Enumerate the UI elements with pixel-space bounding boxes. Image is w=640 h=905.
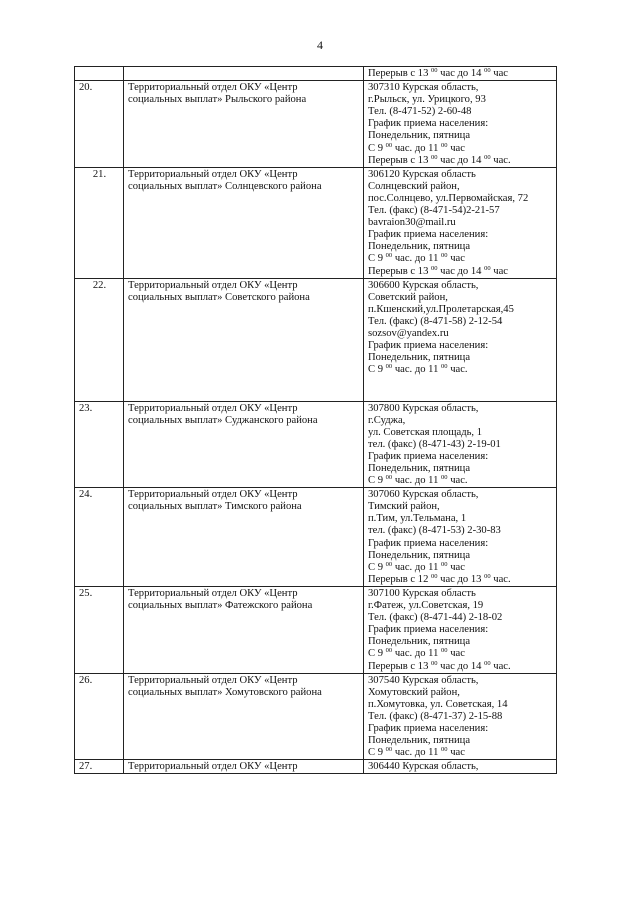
minutes-superscript: 00: [385, 560, 393, 568]
contact-text: Перерыв с 13: [368, 660, 432, 672]
row-number: 21.: [75, 167, 124, 278]
table-row: [75, 760, 557, 774]
office-name-line: социальных выплат» Хомутовского района: [128, 686, 322, 698]
office-name: [124, 81, 364, 168]
contact-text: Понедельник, пятница: [368, 735, 471, 747]
contact-line: [368, 143, 553, 155]
contact-text: Перерыв с 13: [368, 68, 432, 79]
office-name: [124, 167, 364, 278]
contact-text: час до 14: [437, 68, 485, 79]
contact-text: С 9: [368, 561, 386, 573]
contact-line: [368, 155, 553, 167]
contact-line: [368, 600, 553, 612]
contact-text: sozsov@yandex.ru: [368, 327, 449, 339]
contact-line: [368, 169, 553, 181]
contact-text: 306120 Курская область: [368, 168, 476, 180]
contact-line: [368, 624, 553, 636]
contact-text: час.: [447, 364, 468, 376]
contact-text: Понедельник, пятница: [368, 463, 471, 474]
contact-text: График приема населения:: [368, 340, 489, 352]
offices-table-body: [75, 67, 557, 774]
contact-line: [368, 513, 553, 525]
contact-text: Понедельник, пятница: [368, 241, 471, 253]
minutes-superscript: 00: [431, 659, 438, 667]
contact-text: С 9: [368, 475, 386, 487]
contact-text: п.Хомутовка, ул. Советская, 14: [368, 698, 508, 710]
contact-line: [368, 735, 553, 747]
contact-text: час. до 11: [392, 561, 442, 573]
table-row: [75, 67, 557, 81]
contact-line: [368, 661, 553, 673]
office-name-line: социальных выплат» Советского района: [128, 291, 310, 303]
contact-line: [368, 193, 553, 205]
contact-line: [368, 747, 553, 759]
office-name: [124, 760, 364, 774]
contact-text: час до 14: [437, 154, 485, 166]
contact-line: [368, 501, 553, 513]
row-number: 26.: [75, 673, 124, 760]
contact-text: Перерыв с 12: [368, 573, 432, 585]
contact-text: Понедельник, пятница: [368, 636, 471, 648]
minutes-superscript: 00: [484, 659, 491, 667]
contact-text: График приема населения:: [368, 537, 489, 549]
contact-text: п.Тим, ул.Тельмана, 1: [368, 513, 467, 525]
minutes-superscript: 00: [441, 474, 448, 482]
contact-text: час: [447, 253, 465, 265]
contact-text: п.Кшенский,ул.Пролетарская,45: [368, 303, 514, 315]
contact-text: час: [490, 68, 509, 79]
contact-line: [368, 376, 553, 388]
contact-text: Перерыв с 13: [368, 154, 432, 166]
contact-text: час. до 11: [392, 142, 442, 154]
contact-text: Понедельник, пятница: [368, 130, 471, 142]
minutes-superscript: 00: [431, 153, 438, 161]
contact-line: [368, 687, 553, 699]
contact-text: Солнцевский район,: [368, 180, 460, 192]
contact-line: [368, 304, 553, 316]
contact-text: 307800 Курская область,: [368, 402, 479, 414]
row-number: 24.: [75, 488, 124, 587]
office-name-line: социальных выплат» Рыльского района: [128, 94, 307, 106]
contact-line: [368, 463, 553, 475]
minutes-superscript: 00: [385, 252, 393, 260]
contact-text: Тимский район,: [368, 501, 440, 513]
office-name-line: Территориальный отдел ОКУ «Центр: [128, 761, 298, 773]
table-row: [75, 488, 557, 587]
office-name-line: Территориальный отдел ОКУ «Центр: [128, 279, 298, 291]
minutes-superscript: 00: [441, 141, 448, 149]
contact-line: [368, 525, 553, 537]
office-name: [124, 673, 364, 760]
contact-line: [368, 636, 553, 648]
contact-line: [368, 475, 553, 487]
office-name: [124, 488, 364, 587]
office-name-line: социальных выплат» Тимского района: [128, 501, 302, 513]
contact-text: График приема населения:: [368, 450, 489, 462]
office-name-line: Территориальный отдел ОКУ «Центр: [128, 168, 298, 180]
contact-line: [368, 612, 553, 624]
contact-text: час: [447, 561, 465, 573]
minutes-superscript: 00: [385, 141, 393, 149]
contact-line: [368, 94, 553, 106]
contact-text: час. до 11: [392, 364, 442, 376]
contact-text: час. до 11: [392, 475, 442, 487]
contact-line: [368, 364, 553, 376]
office-contacts: [364, 67, 557, 81]
contact-text: С 9: [368, 142, 386, 154]
contact-text: ул. Советская площадь, 1: [368, 426, 483, 438]
contact-text: Хомутовский район,: [368, 686, 460, 698]
contact-line: [368, 574, 553, 586]
contact-line: [368, 229, 553, 241]
contact-line: [368, 588, 553, 600]
contact-text: Понедельник, пятница: [368, 352, 471, 364]
contact-line: [368, 761, 553, 773]
minutes-superscript: 00: [431, 572, 438, 580]
contact-line: [368, 118, 553, 130]
minutes-superscript: 00: [385, 746, 393, 754]
office-name-line: социальных выплат» Суджанского района: [128, 414, 318, 426]
page-number: 4: [317, 38, 323, 52]
contact-line: [368, 403, 553, 415]
contact-line: [368, 106, 553, 118]
contact-text: 307540 Курская область,: [368, 674, 479, 686]
table-row: [75, 167, 557, 278]
contact-text: Тел. (факс) (8-471-58) 2-12-54: [368, 315, 503, 327]
office-name-line: социальных выплат» Солнцевского района: [128, 180, 322, 192]
contact-text: График приема населения:: [368, 624, 489, 636]
contact-text: тел. (факс) (8-471-43) 2-19-01: [368, 438, 501, 450]
contact-text: пос.Солнцево, ул.Первомайская, 72: [368, 192, 529, 204]
contact-text: тел. (факс) (8-471-53) 2-30-83: [368, 525, 501, 537]
office-contacts: [364, 586, 557, 673]
contact-line: [368, 328, 553, 340]
contact-line: [368, 427, 553, 439]
office-contacts: [364, 81, 557, 168]
contact-text: час. до 11: [392, 747, 442, 759]
minutes-superscript: 00: [484, 264, 491, 272]
office-contacts: [364, 278, 557, 401]
row-number: 20.: [75, 81, 124, 168]
contact-line: [368, 68, 553, 80]
office-contacts: [364, 760, 557, 774]
minutes-superscript: 00: [484, 572, 491, 580]
office-name-line: Территориальный отдел ОКУ «Центр: [128, 82, 298, 94]
office-name: [124, 278, 364, 401]
table-row: [75, 81, 557, 168]
contact-line: [368, 130, 553, 142]
contact-text: Советский район,: [368, 291, 448, 303]
contact-text: час: [490, 265, 509, 277]
row-number: 22.: [75, 278, 124, 401]
contact-text: Перерыв с 13: [368, 265, 432, 277]
table-row: [75, 673, 557, 760]
contact-text: г.Фатеж, ул.Советская, 19: [368, 600, 484, 612]
contact-text: час.: [490, 154, 511, 166]
contact-text: Тел. (факс) (8-471-44) 2-18-02: [368, 612, 503, 624]
table-row: [75, 278, 557, 401]
contact-line: [368, 723, 553, 735]
contact-text: 307100 Курская область: [368, 587, 476, 599]
contact-line: [368, 266, 553, 278]
contact-text: час до 13: [437, 573, 485, 585]
contact-line: [368, 82, 553, 94]
contact-text: 307060 Курская область,: [368, 489, 479, 501]
office-name: [124, 67, 364, 81]
contact-text: час до 14: [437, 660, 485, 672]
contact-line: [368, 241, 553, 253]
contact-text: Тел. (факс) (8-471-37) 2-15-88: [368, 710, 503, 722]
contact-line: [368, 550, 553, 562]
office-name-line: Территориальный отдел ОКУ «Центр: [128, 402, 298, 414]
contact-text: час.: [490, 660, 511, 672]
contact-text: С 9: [368, 253, 386, 265]
contact-text: час. до 11: [392, 253, 442, 265]
contact-line: [368, 489, 553, 501]
contact-line: [368, 280, 553, 292]
minutes-superscript: 00: [385, 474, 393, 482]
contact-line: [368, 340, 553, 352]
table-row: [75, 586, 557, 673]
minutes-superscript: 00: [441, 363, 448, 371]
contact-text: час до 14: [437, 265, 485, 277]
contact-text: 306600 Курская область,: [368, 279, 479, 291]
contact-text: 306440 Курская область,: [368, 761, 479, 773]
contact-text: 307310 Курская область,: [368, 82, 479, 94]
table-row: [75, 401, 557, 488]
office-contacts: [364, 167, 557, 278]
contact-text: С 9: [368, 747, 386, 759]
contact-text: г.Суджа,: [368, 414, 406, 426]
contact-line: [368, 439, 553, 451]
contact-text: час: [447, 747, 465, 759]
minutes-superscript: 00: [385, 363, 393, 371]
contact-text: Тел. (8-471-52) 2-60-48: [368, 106, 472, 118]
contact-line: [368, 352, 553, 364]
contact-line: [368, 675, 553, 687]
office-contacts: [364, 401, 557, 488]
row-number: [75, 67, 124, 81]
contact-text: График приема населения:: [368, 229, 489, 241]
office-contacts: [364, 488, 557, 587]
minutes-superscript: 00: [441, 560, 448, 568]
contact-text: График приема населения:: [368, 722, 489, 734]
contact-text: час. до 11: [392, 648, 442, 660]
minutes-superscript: 00: [441, 252, 448, 260]
minutes-superscript: 00: [431, 264, 438, 272]
contact-line: [368, 388, 553, 400]
office-contacts: [364, 673, 557, 760]
minutes-superscript: 00: [441, 746, 448, 754]
contact-line: [368, 699, 553, 711]
contact-text: С 9: [368, 364, 386, 376]
contact-text: час: [447, 648, 465, 660]
row-number: 25.: [75, 586, 124, 673]
contact-line: [368, 217, 553, 229]
contact-line: [368, 415, 553, 427]
contact-line: [368, 316, 553, 328]
contact-text: График приема населения:: [368, 118, 489, 130]
minutes-superscript: 00: [484, 67, 491, 74]
contact-text: час: [447, 142, 465, 154]
contact-line: [368, 648, 553, 660]
offices-table: [74, 66, 557, 774]
minutes-superscript: 00: [484, 153, 491, 161]
contact-text: Понедельник, пятница: [368, 549, 471, 561]
contact-text: час.: [447, 475, 468, 487]
contact-line: [368, 292, 553, 304]
office-name: [124, 401, 364, 488]
minutes-superscript: 00: [441, 647, 448, 655]
contact-text: bavraion30@mail.ru: [368, 217, 456, 229]
row-number: 27.: [75, 760, 124, 774]
office-name-line: Территориальный отдел ОКУ «Центр: [128, 587, 298, 599]
contact-line: [368, 205, 553, 217]
office-name-line: Территориальный отдел ОКУ «Центр: [128, 674, 298, 686]
contact-text: С 9: [368, 648, 386, 660]
contact-line: [368, 181, 553, 193]
minutes-superscript: 00: [385, 647, 393, 655]
contact-line: [368, 253, 553, 265]
contact-line: [368, 451, 553, 463]
minutes-superscript: 00: [431, 67, 438, 74]
office-name-line: социальных выплат» Фатежского района: [128, 600, 313, 612]
contact-line: [368, 562, 553, 574]
row-number: 23.: [75, 401, 124, 488]
office-name-line: Территориальный отдел ОКУ «Центр: [128, 489, 298, 501]
contact-text: Тел. (факс) (8-471-54)2-21-57: [368, 205, 500, 217]
contact-line: [368, 711, 553, 723]
contact-line: [368, 538, 553, 550]
contact-text: г.Рыльск, ул. Урицкого, 93: [368, 94, 486, 106]
office-name: [124, 586, 364, 673]
contact-text: час.: [490, 573, 511, 585]
